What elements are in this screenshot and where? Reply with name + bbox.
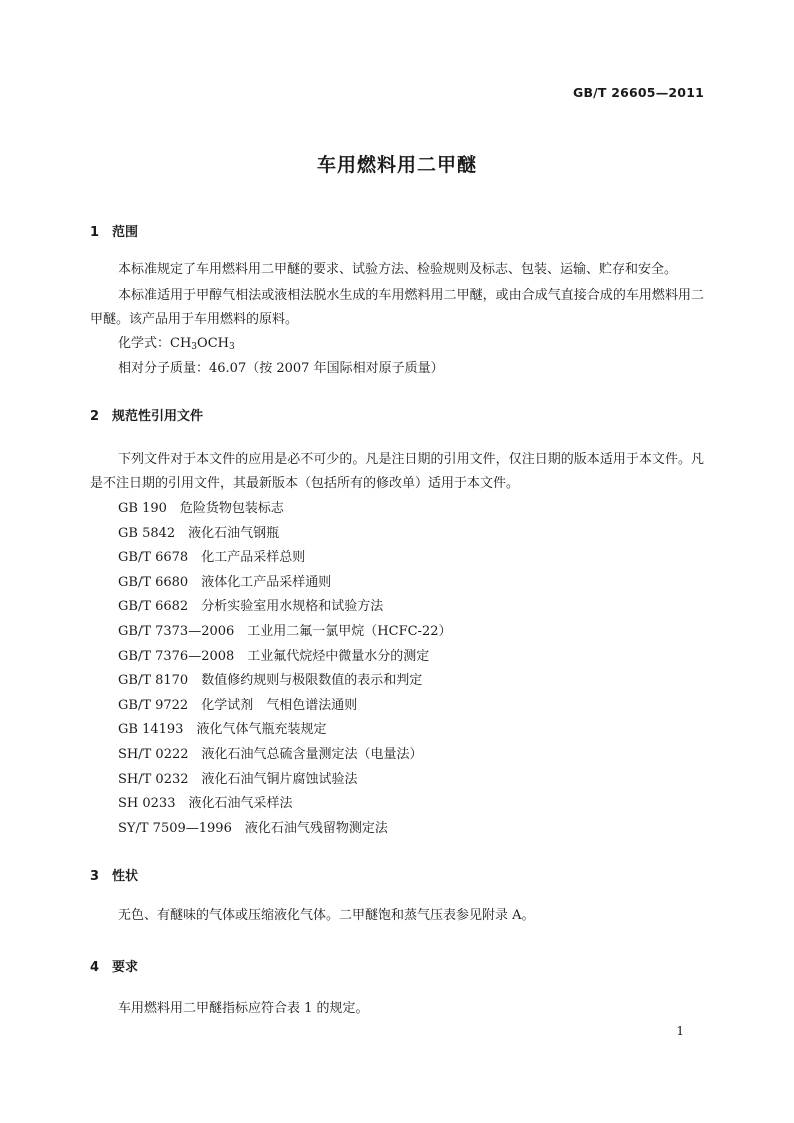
section-number: 3 (90, 869, 100, 884)
reference-code: GB/T 6682 (118, 599, 189, 615)
reference-item (118, 794, 292, 814)
section-number: 4 (90, 960, 100, 975)
reference-title: 液体化工产品采样通则 (201, 574, 332, 590)
reference-code: GB/T 8170 (118, 673, 189, 689)
reference-code: SY/T 7509—1996 (118, 820, 232, 836)
section-4-heading (90, 956, 138, 975)
reference-item (118, 819, 388, 839)
molecular-weight: 相对分子质量：46.07（按 2007 年国际相对原子质量） (118, 361, 444, 376)
reference-item (118, 573, 331, 593)
properties-paragraph: 无色、有醚味的气体或压缩液化气体。二甲醚饱和蒸气压表参见附录 A。 (118, 908, 535, 923)
reference-title: 分析实验室用水规格和试验方法 (201, 599, 384, 615)
reference-code: GB/T 7373—2006 (118, 624, 235, 639)
reference-code: GB 14193 (118, 722, 184, 738)
formula-prefix: 化学式：CH (118, 336, 192, 351)
reference-item (118, 671, 422, 691)
reference-item (118, 745, 423, 765)
chemical-formula (118, 334, 235, 357)
section-title: 规范性引用文件 (112, 409, 204, 424)
reference-code: GB/T 6678 (118, 550, 189, 566)
page-number: 1 (676, 1024, 684, 1038)
reference-code: GB/T 7376—2008 (118, 648, 235, 664)
requirements-paragraph: 车用燃料用二甲醚指标应符合表 1 的规定。 (118, 1001, 369, 1016)
section-title: 范围 (112, 225, 139, 240)
reference-title: 液化石油气采样法 (188, 796, 293, 812)
reference-title: 化工产品采样总则 (201, 550, 306, 566)
reference-title: 液化石油气总硫含量测定法（电量法） (201, 747, 423, 762)
reference-item (118, 548, 305, 568)
reference-item (118, 770, 358, 790)
reference-title: 液化石油气铜片腐蚀试验法 (201, 771, 358, 787)
reference-title: 工业氟代烷烃中微量水分的测定 (247, 648, 430, 664)
scope-paragraph-2: 本标准适用于甲醇气相法或液相法脱水生成的车用燃料用二甲醚，或由合成气直接合成的车用燃料用二甲醚。该产品用于车用燃料的原料。 (90, 288, 704, 327)
formula-subscript: 3 (191, 342, 198, 352)
reference-item (118, 696, 357, 716)
section-3-heading (90, 865, 138, 884)
references-intro: 下列文件对于本文件的应用是必不可少的。凡是注日期的引用文件，仅注日期的版本适用于本文件。凡是不注日期的引用文件，其最新版本（包括所有的修改单）适用于本文件。 (90, 452, 704, 491)
reference-title: 液化气体气瓶充装规定 (196, 722, 327, 738)
section-title: 性状 (112, 869, 139, 884)
section-2-heading (90, 405, 203, 424)
reference-item (118, 597, 383, 617)
reference-code: GB 5842 (118, 525, 176, 541)
section-1-heading (90, 221, 138, 240)
reference-title: 液化石油气钢瓶 (188, 525, 280, 541)
reference-code: GB 190 (118, 501, 167, 516)
formula-middle: OCH (197, 336, 229, 351)
section-number: 2 (90, 409, 100, 424)
reference-title: 危险货物包装标志 (179, 501, 284, 516)
reference-title: 化学试剂 气相色谱法通则 (201, 697, 358, 713)
section-number: 1 (90, 225, 100, 240)
reference-code: SH/T 0232 (118, 771, 189, 787)
reference-code: SH/T 0222 (118, 747, 189, 762)
reference-title: 数值修约规则与极限数值的表示和判定 (201, 673, 423, 689)
reference-code: SH 0233 (118, 796, 176, 812)
reference-title: 液化石油气残留物测定法 (244, 820, 388, 836)
reference-code: GB/T 6680 (118, 574, 189, 590)
reference-item (118, 524, 279, 544)
standard-code: GB/T 26605—2011 (572, 85, 704, 100)
formula-subscript: 3 (228, 342, 235, 352)
scope-paragraph-1: 本标准规定了车用燃料用二甲醚的要求、试验方法、检验规则及标志、包装、运输、贮存和安全。 (118, 262, 678, 277)
reference-item (118, 622, 451, 642)
reference-item (118, 499, 284, 519)
reference-item (118, 720, 326, 740)
reference-title: 工业用二氟一氯甲烷（HCFC-22） (247, 624, 452, 639)
section-title: 要求 (112, 960, 139, 975)
reference-code: GB/T 9722 (118, 697, 189, 713)
reference-item (118, 647, 429, 667)
document-title: 车用燃料用二甲醚 (316, 154, 477, 176)
